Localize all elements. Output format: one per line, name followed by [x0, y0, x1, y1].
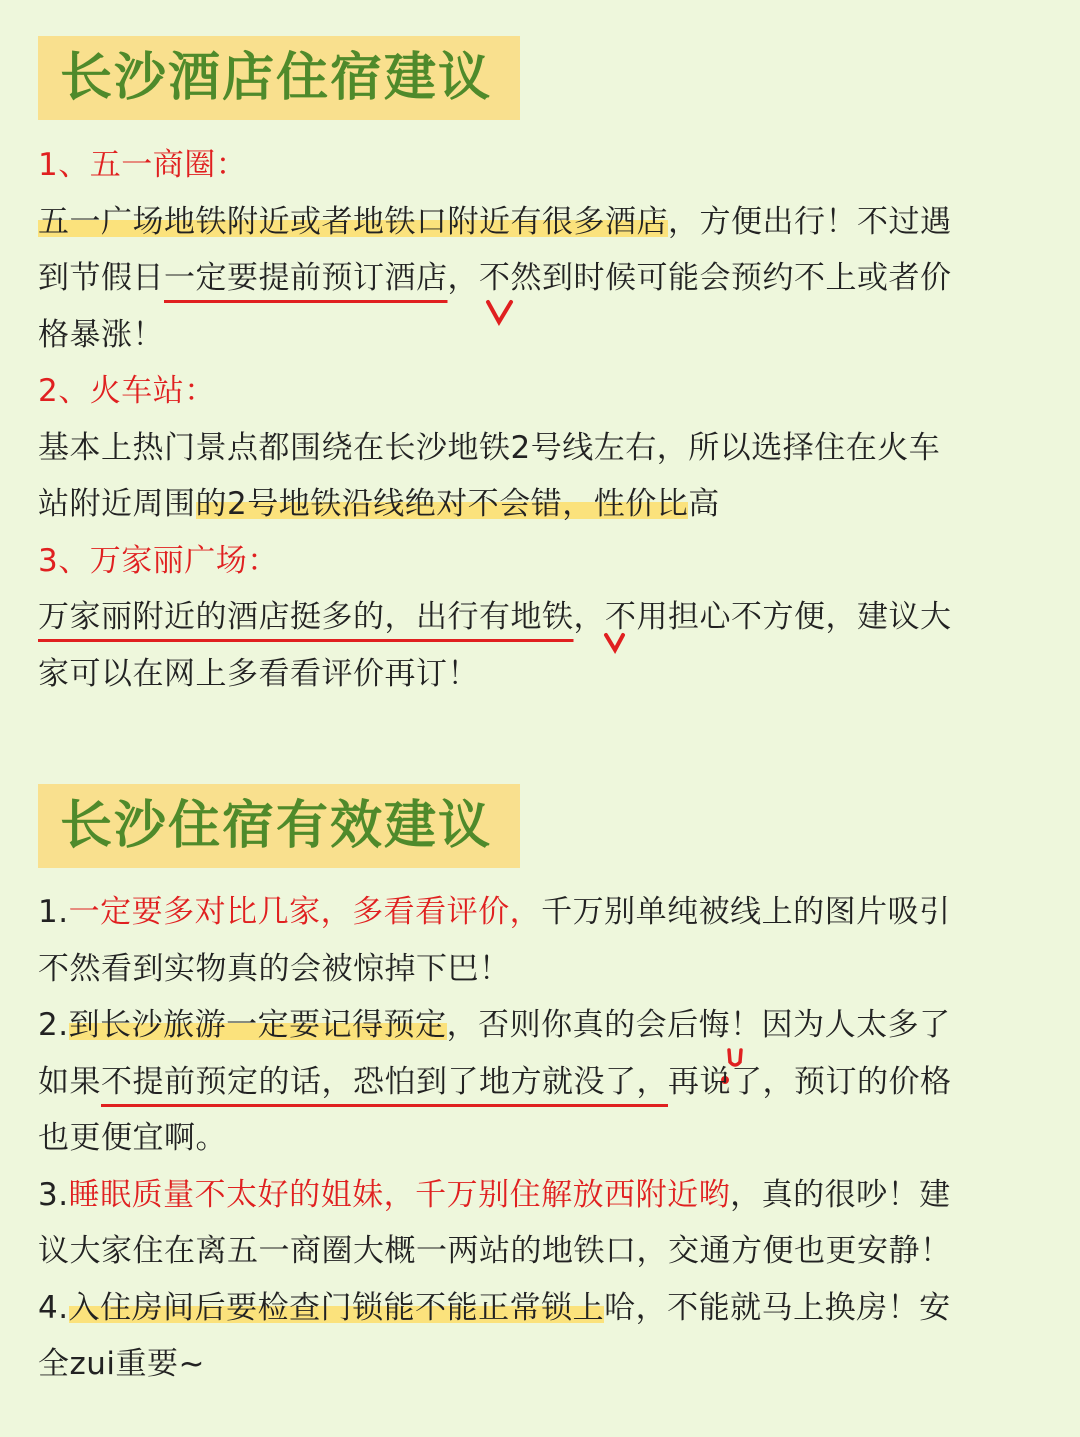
- highlighted-text: 到长沙旅游一定要记得预定: [68, 1007, 447, 1043]
- item-heading: 3、万家丽广场：: [38, 542, 279, 579]
- paragraph-line: 不然看到实物真的会被惊掉下巴！: [38, 950, 511, 987]
- paragraph-line: 基本上热门景点都围绕在长沙地铁2号线左右，所以选择住在火车: [38, 429, 941, 466]
- underlined-text: 万家丽附近的酒店挺多的，出行有地铁: [38, 599, 574, 635]
- section-title: 长沙住宿有效建议: [60, 796, 493, 856]
- red-text: 一定要多对比几家，多看看评价，: [68, 894, 542, 930]
- paragraph-line: [38, 997, 1050, 1054]
- highlighted-text: 的2号地铁沿线绝对不会错，性价比: [195, 486, 689, 522]
- text: 站附近周围: [38, 486, 196, 522]
- text: ，真的很吵！建: [730, 1176, 951, 1213]
- item-heading: 2、火车站：: [38, 373, 216, 409]
- section-title-box: [38, 784, 520, 868]
- paragraph-line: 也更便宜啊。: [38, 1120, 227, 1156]
- item-heading: 1、五一商圈：: [38, 147, 248, 183]
- tip-number: 1.: [38, 894, 69, 930]
- section-title: 长沙酒店住宿建议: [60, 48, 493, 108]
- underlined-text: 不提前预定的话，恐怕到了地方就没了，: [101, 1063, 668, 1100]
- highlighted-text: 入住房间后要检查门锁能不能正常锁上: [68, 1289, 605, 1326]
- text: 高: [688, 486, 720, 522]
- highlighted-text: 五一广场地铁附近或者地铁口附近有很多酒店: [38, 203, 668, 240]
- paragraph-line: 议大家住在离五一商圈大概一两站的地铁口，交通方便也更安静！: [38, 1233, 952, 1269]
- text: ，否则你真的会后悔！因为人太多了: [446, 1007, 951, 1043]
- effective-advice-section: [38, 884, 1050, 1393]
- text: 再说了，预订的价格: [668, 1063, 952, 1100]
- check-mark-icon: [606, 635, 623, 650]
- red-text: 睡眠质量不太好的姐妹，千万别住解放西附近哟: [68, 1176, 731, 1213]
- text: 千万别单纯被线上的图片吸引: [541, 894, 951, 930]
- paragraph-line: [38, 1054, 1050, 1111]
- tip-number: 3.: [38, 1176, 69, 1213]
- paragraph-line: [38, 1280, 1050, 1337]
- tip-number: 2.: [38, 1007, 69, 1043]
- paragraph-line: 全zui重要~: [38, 1346, 206, 1382]
- text: ，方便出行！不过遇: [668, 203, 952, 240]
- text: ，不然到时候可能会预约不上或者价: [447, 260, 952, 296]
- paragraph-line: [38, 884, 1050, 941]
- paragraph-line: 格暴涨！: [38, 316, 164, 353]
- text: ，不用担心不方便，建议大: [573, 599, 952, 635]
- text: 如果: [38, 1063, 101, 1100]
- paragraph-line: 家可以在网上多看看评价再订！: [38, 655, 479, 692]
- underlined-text: 一定要提前预订酒店: [164, 260, 448, 296]
- tip-number: 4.: [38, 1289, 69, 1326]
- paragraph-line: [38, 1167, 1050, 1224]
- text: 哈，不能就马上换房！安: [604, 1289, 951, 1326]
- check-mark-icon: [488, 302, 511, 322]
- text: 到节假日: [38, 260, 164, 296]
